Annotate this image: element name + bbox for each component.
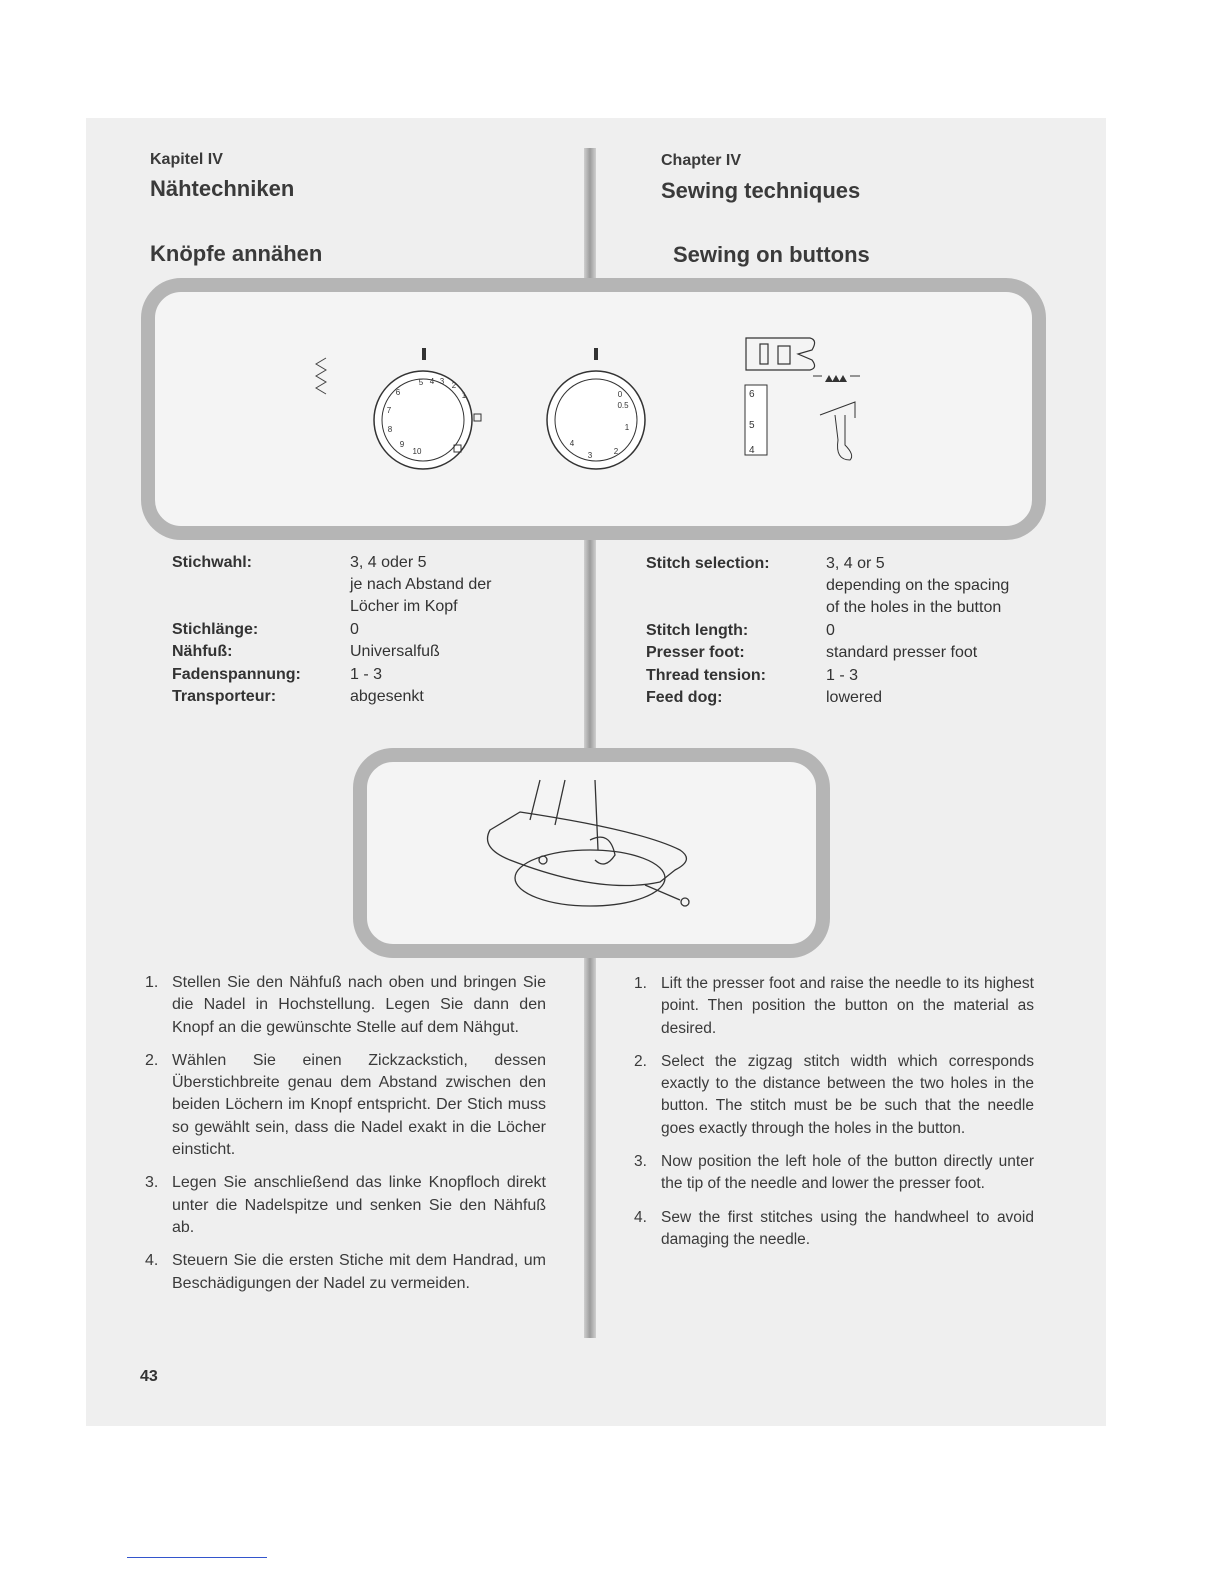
- presser-foot-drawing: [488, 812, 687, 886]
- length-dial-number: 2: [613, 447, 619, 456]
- settings-list-de: [172, 552, 572, 712]
- feed-dog-lowered-icon: [813, 375, 860, 460]
- stitch-dial-marker: [422, 348, 426, 360]
- spec-value: standard presser foot: [826, 644, 978, 661]
- spec-label: Stichwahl:: [172, 554, 253, 571]
- spec-label: Stitch length:: [646, 622, 749, 639]
- stitch-dial-number: 1: [461, 391, 467, 400]
- stitch-dial-number: 9: [399, 440, 405, 449]
- footer-rule: [127, 1557, 267, 1558]
- settings-illustration: [290, 320, 890, 480]
- steps-list-en: [634, 973, 1034, 1262]
- zigzag-stitch-icon: [316, 358, 326, 394]
- stitch-dial-number: 5: [418, 378, 424, 387]
- spec-label: Feed dog:: [646, 689, 723, 706]
- spec-value: depending on the spacing: [826, 577, 1010, 594]
- step-item: 2. Wählen Sie einen Zickzackstich, dessen Überstichbreite genau dem Abstand zwischen den beiden Löchern im Knopf entspricht. Der Stich muss so gewählt sein, dass die Nadel exakt in die Löcher einsticht.: [145, 1051, 546, 1159]
- step-item: 1. Lift the presser foot and raise the needle to its highest point. Then position the button on the material as desired.: [634, 975, 1034, 1037]
- length-dial-number: 0: [617, 390, 623, 399]
- step-item: 3. Legen Sie anschließend das linke Knopfloch direkt unter die Nadelspitze und senken Sie den Nähfuß ab.: [145, 1174, 546, 1236]
- length-dial-number: 3: [587, 451, 593, 460]
- spec-label: Stichlänge:: [172, 621, 259, 638]
- spec-value: 1 - 3: [350, 666, 383, 683]
- spec-label: Thread tension:: [646, 667, 767, 684]
- chapter-title-de: Nähtechniken: [150, 176, 295, 201]
- feed-dog-number: 6: [749, 389, 755, 400]
- stitch-dial-number: 4: [429, 377, 435, 386]
- stitch-dial-number: 2: [451, 381, 457, 390]
- length-dial: [547, 371, 645, 469]
- feed-dog-dial: [745, 385, 767, 456]
- spec-label: Presser foot:: [646, 644, 745, 661]
- section-title-en: Sewing on buttons: [673, 242, 870, 267]
- button-sewing-illustration: [470, 770, 710, 930]
- spec-label: Fadenspannung:: [172, 666, 301, 683]
- step-item: 2. Select the zigzag stitch width which corresponds exactly to the distance between the two holes in the button. The stitch must be be such that the needle goes exactly through the holes in the button.: [634, 1052, 1034, 1137]
- length-dial-number: 4: [569, 439, 575, 448]
- spec-value: Universalfuß: [350, 643, 440, 660]
- presser-foot-icon: [746, 338, 815, 370]
- stitch-dial-number: 3: [439, 377, 445, 386]
- settings-list-en: [646, 553, 1066, 713]
- feed-dog-number: 5: [749, 420, 755, 431]
- chapter-label-en: Chapter IV: [661, 152, 742, 169]
- buttonhole-icon: [474, 414, 481, 421]
- page-number: 43: [140, 1368, 158, 1385]
- step-item: 3. Now position the left hole of the button directly unter the tip of the needle and lower the presser foot.: [634, 1153, 1034, 1193]
- spec-value: je nach Abstand der: [350, 576, 492, 593]
- spec-value: 0: [350, 621, 359, 638]
- spec-label: Stitch selection:: [646, 555, 770, 572]
- stitch-dial-number: 6: [395, 388, 401, 397]
- stitch-dial: [374, 371, 481, 469]
- spec-label: Nähfuß:: [172, 643, 233, 660]
- spec-value: 3, 4 or 5: [826, 555, 885, 572]
- spec-label: Transporteur:: [172, 688, 277, 705]
- spec-value: 1 - 3: [826, 667, 859, 684]
- stitch-dial-number: 7: [386, 406, 392, 415]
- step-item: 1. Stellen Sie den Nähfuß nach oben und bringen Sie die Nadel in Hochstellung. Legen Sie dann den Knopf an die gewünschte Stelle auf dem Nähgut.: [145, 974, 546, 1036]
- steps-list-de: [145, 972, 546, 1306]
- spec-value: 0: [826, 622, 835, 639]
- spec-value: 3, 4 oder 5: [350, 554, 427, 571]
- spec-value: of the holes in the button: [826, 599, 1002, 616]
- button-icon: [515, 850, 665, 906]
- feed-dog-number: 4: [749, 445, 755, 456]
- step-item: 4. Sew the first stitches using the handwheel to avoid damaging the needle.: [634, 1208, 1034, 1248]
- chapter-label-de: Kapitel IV: [150, 151, 223, 168]
- spec-value: Löcher im Kopf: [350, 598, 458, 615]
- stitch-dial-number: 10: [412, 447, 422, 456]
- length-dial-marker: [594, 348, 598, 360]
- length-dial-number: 0.5: [617, 401, 629, 410]
- step-item: 4. Steuern Sie die ersten Stiche mit dem Handrad, um Beschädigungen der Nadel zu vermeiden.: [145, 1252, 546, 1292]
- length-dial-number: 1: [624, 423, 630, 432]
- spec-value: abgesenkt: [350, 688, 424, 705]
- stitch-dial-number: 8: [387, 425, 393, 434]
- section-title-de: Knöpfe annähen: [150, 241, 323, 266]
- chapter-title-en: Sewing techniques: [661, 178, 861, 203]
- spec-value: lowered: [826, 689, 883, 706]
